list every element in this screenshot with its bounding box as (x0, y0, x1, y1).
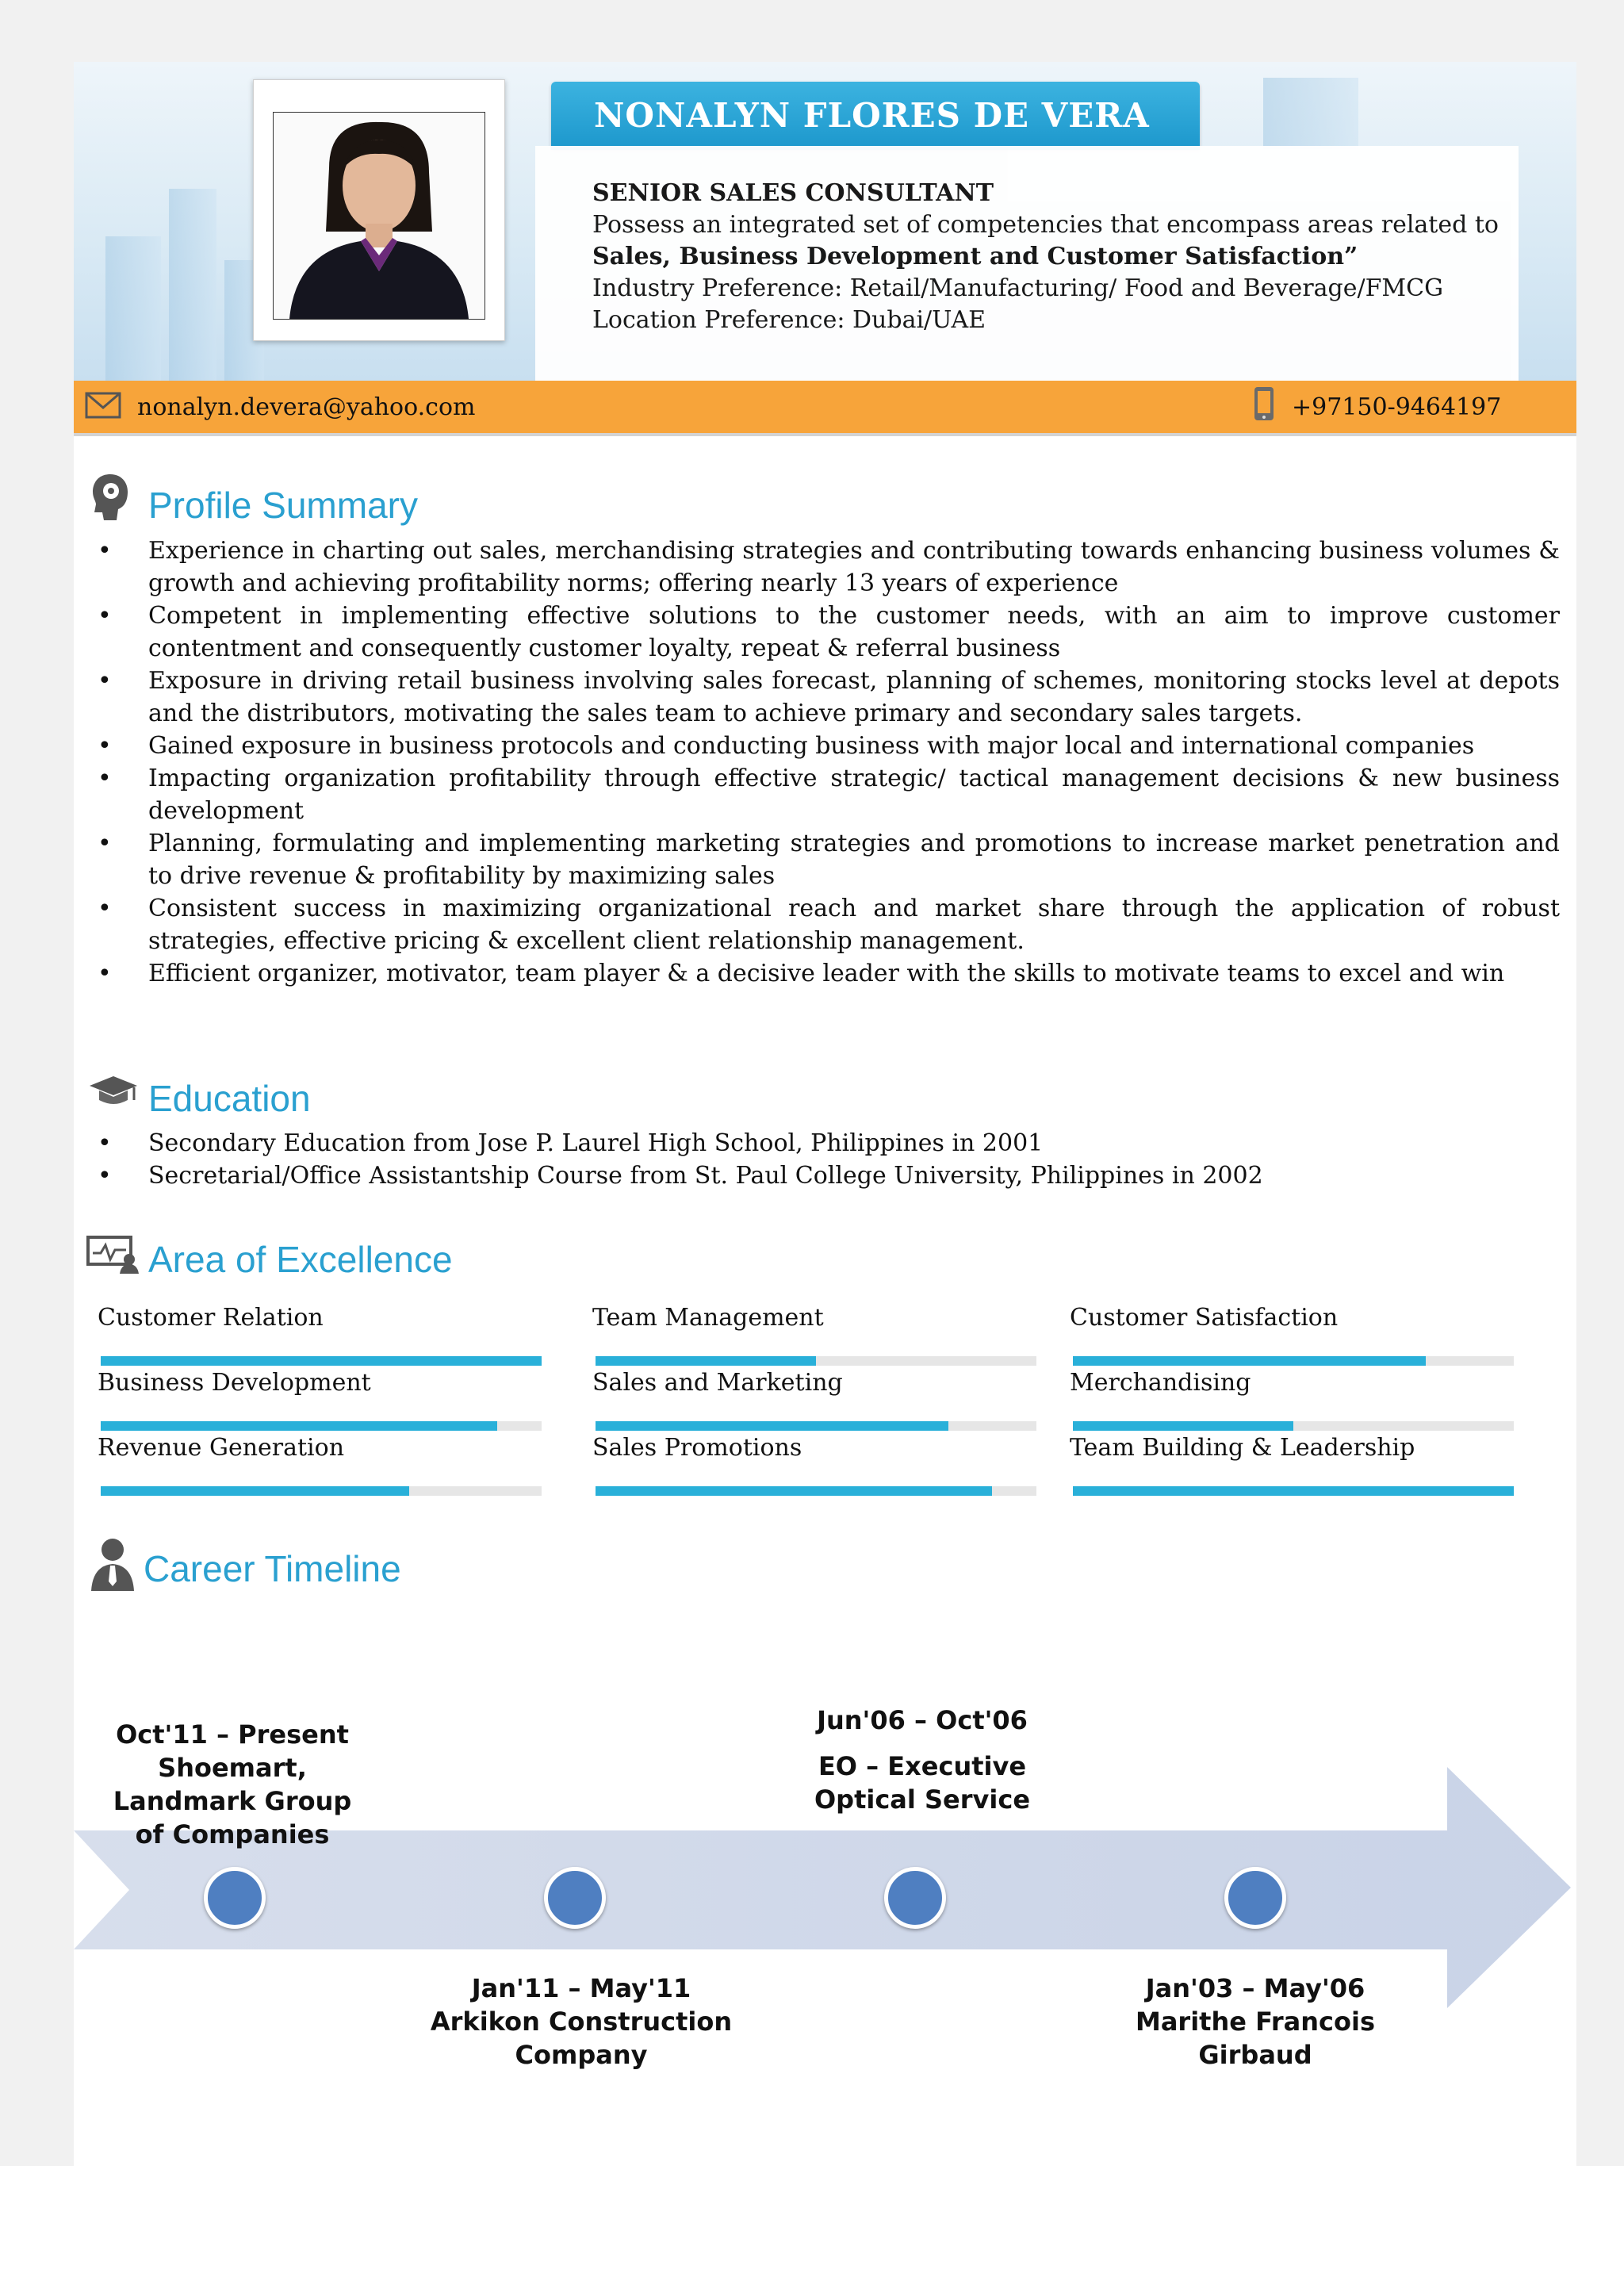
skill-level-track (1073, 1421, 1514, 1431)
education-list (85, 1127, 1560, 1192)
header-info-box (535, 146, 1519, 381)
profile-photo (273, 112, 485, 320)
list-item: • Planning, formulating and implementing marketing strategies and promotions to increase market penetration and to drive revenue & profitability by maximizing sales (85, 827, 1560, 892)
skill-item (98, 1434, 545, 1462)
skill-level-track (1073, 1356, 1514, 1366)
envelope-icon (85, 392, 121, 419)
graduation-cap-icon (88, 1073, 139, 1108)
focus-areas: Sales, Business Development and Customer Satisfaction” (592, 243, 1358, 270)
timeline-node (884, 1867, 946, 1929)
person-icon (88, 1537, 137, 1591)
list-item: • Competent in implementing effective solutions to the customer needs, with an aim to improve customer contentment and consequently customer loyalty, repeat & referral business (85, 600, 1560, 665)
email-link[interactable]: nonalyn.devera@yahoo.com (137, 393, 476, 421)
timeline-node (1224, 1867, 1286, 1929)
location-preference: Location Preference: Dubai/UAE (592, 306, 986, 334)
skill-item (592, 1434, 1040, 1462)
skill-level-fill (1073, 1356, 1426, 1366)
skill-level-fill (101, 1421, 497, 1431)
person-portrait-icon (274, 113, 485, 319)
skill-level-track (596, 1356, 1036, 1366)
list-item: • Gained exposure in business protocols and conducting business with major local and international companies (85, 730, 1560, 762)
phone-number[interactable]: +97150-9464197 (1292, 393, 1502, 421)
timeline-dates: Oct'11 – Present (116, 1719, 349, 1750)
skill-item (1070, 1304, 1517, 1332)
background-building (169, 189, 216, 381)
skill-item (1070, 1369, 1517, 1397)
timeline-company: Arkikon Construction Company (430, 2007, 733, 2070)
candidate-name: NONALYN FLORES DE VERA (594, 96, 1150, 135)
skill-label: Team Management (592, 1304, 824, 1332)
list-item: • Secondary Education from Jose P. Laurel High School, Philippines in 2001 (85, 1127, 1560, 1159)
skill-level-track (101, 1421, 542, 1431)
skill-item (98, 1369, 545, 1397)
skill-level-fill (596, 1486, 992, 1496)
intro-line: Possess an integrated set of competencies that encompass areas related to (592, 211, 1499, 239)
timeline-node (544, 1867, 606, 1929)
skill-level-track (596, 1421, 1036, 1431)
timeline-dates: Jan'11 – May'11 (471, 1973, 691, 2003)
skill-item (592, 1304, 1040, 1332)
skill-level-fill (1073, 1486, 1514, 1496)
skill-label: Customer Satisfaction (1070, 1304, 1339, 1332)
timeline-company: Marithe Francois Girbaud (1135, 2007, 1376, 2070)
presentation-icon (86, 1236, 139, 1274)
timeline-entry (1120, 1972, 1390, 2072)
list-item: • Consistent success in maximizing organizational reach and market share through the application of robust strategies, effective pricing & excellent client relationship management. (85, 892, 1560, 957)
background-building (105, 236, 161, 381)
skill-item (98, 1304, 545, 1332)
list-item: • Efficient organizer, motivator, team player & a decisive leader with the skills to motivate teams to excel and win (85, 957, 1560, 990)
skill-label: Sales and Marketing (592, 1369, 843, 1397)
job-title: SENIOR SALES CONSULTANT (592, 179, 994, 207)
skill-label: Merchandising (1070, 1369, 1251, 1397)
skill-level-track (101, 1356, 542, 1366)
timeline-entry (105, 1718, 359, 1851)
skill-label: Customer Relation (98, 1304, 324, 1332)
education-heading: Education (148, 1078, 311, 1119)
profile-summary-heading: Profile Summary (148, 485, 418, 526)
timeline-entry (423, 1972, 740, 2072)
timeline-dates: Jun'06 – Oct'06 (817, 1705, 1028, 1735)
skill-label: Team Building & Leadership (1070, 1434, 1415, 1462)
name-banner (551, 82, 1200, 150)
list-item: • Exposure in driving retail business involving sales forecast, planning of schemes, monitoring stocks level at depots and the distributors, motivating the sales team to achieve primary and secondary sales targets. (85, 665, 1560, 730)
resume-header (74, 62, 1576, 381)
skill-item (592, 1369, 1040, 1397)
phone-icon (1252, 385, 1276, 422)
timeline-node (204, 1867, 266, 1929)
profile-summary-list (85, 535, 1560, 990)
skill-level-fill (596, 1356, 816, 1366)
list-item: • Impacting organization profitability through effective strategic/ tactical management decisions & new business development (85, 762, 1560, 827)
timeline-entry (764, 1704, 1081, 1816)
contact-bar (74, 381, 1576, 436)
background-building (1263, 78, 1358, 149)
skill-level-fill (1073, 1421, 1293, 1431)
skill-level-fill (101, 1486, 409, 1496)
timeline-company: EO – Executive Optical Service (814, 1751, 1031, 1815)
resume-sheet (74, 62, 1576, 2166)
skill-level-track (101, 1486, 542, 1496)
career-timeline-heading: Career Timeline (144, 1548, 401, 1589)
industry-preference: Industry Preference: Retail/Manufacturing/ Food and Beverage/FMCG (592, 274, 1444, 302)
skill-label: Revenue Generation (98, 1434, 345, 1462)
skill-item (1070, 1434, 1517, 1462)
head-gear-icon (90, 473, 131, 522)
area-of-excellence-heading: Area of Excellence (148, 1239, 453, 1280)
list-item: • Secretarial/Office Assistantship Course from St. Paul College University, Philippines in 2002 (85, 1159, 1560, 1192)
skill-level-fill (596, 1421, 948, 1431)
skill-level-fill (101, 1356, 542, 1366)
profile-photo-frame (253, 79, 505, 341)
list-item: • Experience in charting out sales, merchandising strategies and contributing towards enhancing business volumes & growth and achieving profitability norms; offering nearly 13 years of experience (85, 535, 1560, 600)
timeline-company: Shoemart, Landmark Group of Companies (113, 1753, 352, 1849)
skill-label: Business Development (98, 1369, 371, 1397)
skill-label: Sales Promotions (592, 1434, 802, 1462)
skill-level-track (1073, 1486, 1514, 1496)
timeline-dates: Jan'03 – May'06 (1145, 1973, 1365, 2003)
skill-level-track (596, 1486, 1036, 1496)
